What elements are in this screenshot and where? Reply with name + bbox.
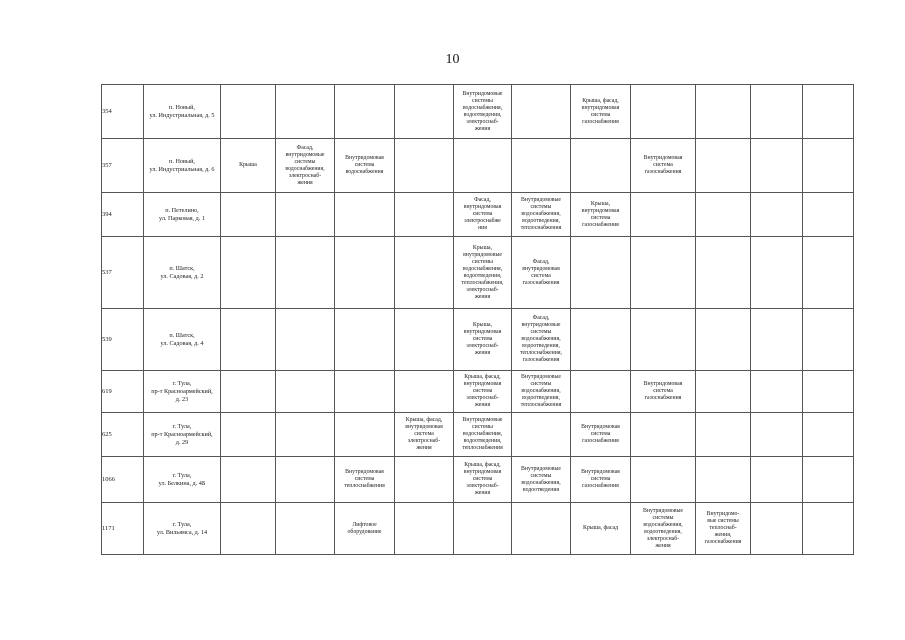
work-cell <box>276 237 335 309</box>
work-cell <box>631 457 696 503</box>
row-address: п. Новый, ул. Индустриальная, д. 5 <box>149 103 215 119</box>
table-row <box>102 309 854 371</box>
row-address: г. Тула, пр-т Красноармейский, д. 23 <box>151 379 213 403</box>
work-cell <box>512 309 571 371</box>
work-cell <box>276 371 335 413</box>
work-cell <box>512 193 571 237</box>
row-number: 537 <box>102 237 144 309</box>
work-cell <box>803 413 854 457</box>
work-cell <box>395 371 454 413</box>
work-text: Фасад, внутридомовые системы водоснабжения, водоотведения, теплоснабжения, газоснабжения <box>519 315 563 363</box>
row-number: 354 <box>102 85 144 139</box>
work-cell <box>335 237 395 309</box>
work-cell <box>512 413 571 457</box>
work-cell <box>512 85 571 139</box>
work-cell <box>751 457 803 503</box>
work-cell <box>803 457 854 503</box>
row-address: г. Тула, ул. Белкина, д. 4Б <box>158 471 206 487</box>
work-cell <box>276 503 335 555</box>
work-cell <box>335 413 395 457</box>
work-cell <box>696 85 751 139</box>
work-text: Внутридомовые системы водоснабжения, водоотведения, электроснаб- жения <box>462 90 503 132</box>
work-cell <box>512 503 571 555</box>
work-cell <box>335 85 395 139</box>
work-text: Крыша, фасад <box>582 525 619 531</box>
row-address: п. Шатск, ул. Садовая, д. 4 <box>160 331 204 347</box>
work-cell <box>631 503 696 555</box>
work-cell <box>751 413 803 457</box>
work-cell <box>751 309 803 371</box>
work-text: Внутридомовые системы водоснабжения, водоотведения <box>521 465 561 493</box>
work-cell <box>221 237 276 309</box>
work-text: Внутридомовая система теплоснабжения <box>344 469 385 489</box>
work-text: Фасад, внутридомовая система электроснабже ния <box>463 197 502 231</box>
work-cell <box>221 503 276 555</box>
work-text: Крыша, внутридомовая система электроснаб- жения <box>463 322 502 356</box>
work-cell <box>395 139 454 193</box>
work-cell <box>335 371 395 413</box>
work-text: Фасад, внутридомовая система газоснабжения <box>522 258 560 286</box>
work-text: Внутридомовые системы водоснабжения, водоотведения, теплоснабжения <box>462 417 503 451</box>
work-cell <box>276 139 335 193</box>
work-cell <box>335 457 395 503</box>
work-cell <box>221 371 276 413</box>
work-cell <box>751 503 803 555</box>
work-cell <box>395 237 454 309</box>
row-number: 357 <box>102 139 144 193</box>
repair-schedule-table <box>101 84 854 555</box>
row-number: 625 <box>102 413 144 457</box>
work-cell <box>276 309 335 371</box>
work-cell <box>221 139 276 193</box>
row-address-cell <box>144 371 221 413</box>
work-cell <box>454 237 512 309</box>
table-row <box>102 193 854 237</box>
work-cell <box>454 457 512 503</box>
work-cell <box>276 457 335 503</box>
work-cell <box>696 503 751 555</box>
work-cell <box>631 413 696 457</box>
row-address: п. Шатск, ул. Садовая, д. 2 <box>160 264 204 280</box>
row-address-cell <box>144 193 221 237</box>
row-number: 539 <box>102 309 144 371</box>
work-cell <box>276 85 335 139</box>
work-cell <box>803 139 854 193</box>
row-number: 619 <box>102 371 144 413</box>
row-address-cell <box>144 237 221 309</box>
work-cell <box>276 413 335 457</box>
work-text: Внутридомовая система газоснабжения <box>581 424 620 444</box>
row-address-cell <box>144 85 221 139</box>
work-cell <box>571 85 631 139</box>
work-cell <box>221 413 276 457</box>
work-cell <box>803 309 854 371</box>
row-number: 394 <box>102 193 144 237</box>
work-cell <box>454 413 512 457</box>
work-cell <box>221 309 276 371</box>
work-cell <box>696 193 751 237</box>
work-cell <box>221 457 276 503</box>
row-address: п. Новый, ул. Индустриальная, д. 6 <box>149 157 215 173</box>
table-row <box>102 457 854 503</box>
work-cell <box>335 309 395 371</box>
work-cell <box>571 237 631 309</box>
table-row <box>102 237 854 309</box>
table-row <box>102 413 854 457</box>
row-address-cell <box>144 139 221 193</box>
work-text: Крыша, фасад, внутридомовая система электроснаб- жения <box>463 374 502 408</box>
work-cell <box>454 139 512 193</box>
work-cell <box>803 237 854 309</box>
work-cell <box>335 503 395 555</box>
work-cell <box>454 309 512 371</box>
work-text: Внутридомо- вые системы теплоснаб- жения, газоснабжения <box>704 511 742 545</box>
row-address-cell <box>144 309 221 371</box>
work-cell <box>571 413 631 457</box>
work-text: Крыша, фасад, внутридомовая система газоснабжения <box>581 97 620 125</box>
work-cell <box>395 193 454 237</box>
work-cell <box>221 193 276 237</box>
work-text: Лифтовое оборудование <box>347 521 382 535</box>
work-cell <box>512 371 571 413</box>
work-cell <box>631 193 696 237</box>
work-text: Внутридомовые системы водоснабжения, водоотведения, теплоснабжения <box>520 374 562 408</box>
work-text: Внутридомовая система газоснабжения <box>643 381 683 401</box>
work-cell <box>803 193 854 237</box>
work-cell <box>512 237 571 309</box>
work-cell <box>571 193 631 237</box>
work-cell <box>631 309 696 371</box>
work-text: Внутридомовая система газоснабжения <box>643 155 683 175</box>
work-cell <box>571 503 631 555</box>
work-cell <box>631 85 696 139</box>
work-text: Крыша, фасад, внутридомовая система электроснаб- жения <box>405 417 443 451</box>
row-address: г. Тула, пр-т Красноармейский, д. 29 <box>151 422 213 446</box>
work-cell <box>335 139 395 193</box>
work-cell <box>395 503 454 555</box>
page-number: 10 <box>445 52 460 67</box>
work-text: Фасад, внутридомовые системы водоснабжения, электроснаб- жения <box>285 144 325 186</box>
table-row <box>102 371 854 413</box>
work-text: Крыша, внутридомовая система газоснабжения <box>581 200 620 228</box>
work-text: Крыша, фасад, внутридомовая система электроснаб- жения <box>463 462 502 496</box>
work-cell <box>395 457 454 503</box>
work-cell <box>631 139 696 193</box>
work-text: Внутридомовая система водоснабжения <box>345 155 384 175</box>
work-cell <box>454 193 512 237</box>
work-cell <box>696 371 751 413</box>
work-cell <box>454 85 512 139</box>
work-cell <box>395 413 454 457</box>
row-number: 1066 <box>102 457 144 503</box>
work-cell <box>454 503 512 555</box>
work-cell <box>571 309 631 371</box>
work-cell <box>696 139 751 193</box>
work-cell <box>631 371 696 413</box>
work-cell <box>751 85 803 139</box>
work-text: Внутридомовые системы водоснабжения, водоотведения, электроснаб- жения <box>643 507 683 549</box>
work-cell <box>751 237 803 309</box>
work-cell <box>631 237 696 309</box>
work-cell <box>276 193 335 237</box>
work-cell <box>571 457 631 503</box>
work-text: Внутридомовая система газоснабжения <box>581 469 620 489</box>
work-cell <box>803 503 854 555</box>
work-cell <box>696 237 751 309</box>
row-address: п. Петелино, ул. Парковая, д. 1 <box>159 206 205 222</box>
work-cell <box>751 371 803 413</box>
row-address-cell <box>144 413 221 457</box>
work-text: Крыша, внутридомовые системы водоснабжения, водоотведения, теплоснабжения, электроснаб- жения <box>461 244 504 300</box>
row-address-cell <box>144 503 221 555</box>
row-address: г. Тула, ул. Вильямса, д. 14 <box>156 520 208 536</box>
work-cell <box>696 413 751 457</box>
work-cell <box>696 457 751 503</box>
work-cell <box>751 139 803 193</box>
row-number: 1171 <box>102 503 144 555</box>
work-cell <box>571 371 631 413</box>
work-cell <box>454 371 512 413</box>
table-row <box>102 139 854 193</box>
work-cell <box>335 193 395 237</box>
table-row <box>102 85 854 139</box>
work-cell <box>395 309 454 371</box>
work-cell <box>803 371 854 413</box>
work-cell <box>696 309 751 371</box>
row-address-cell <box>144 457 221 503</box>
work-cell <box>221 85 276 139</box>
work-cell <box>395 85 454 139</box>
work-text: Внутридомовые системы водоснабжения, водоотведения, теплоснабжения <box>520 197 562 231</box>
table-row <box>102 503 854 555</box>
work-cell <box>751 193 803 237</box>
work-cell <box>512 457 571 503</box>
work-cell <box>803 85 854 139</box>
work-cell <box>571 139 631 193</box>
work-cell <box>512 139 571 193</box>
work-text: Крыша <box>239 162 257 168</box>
